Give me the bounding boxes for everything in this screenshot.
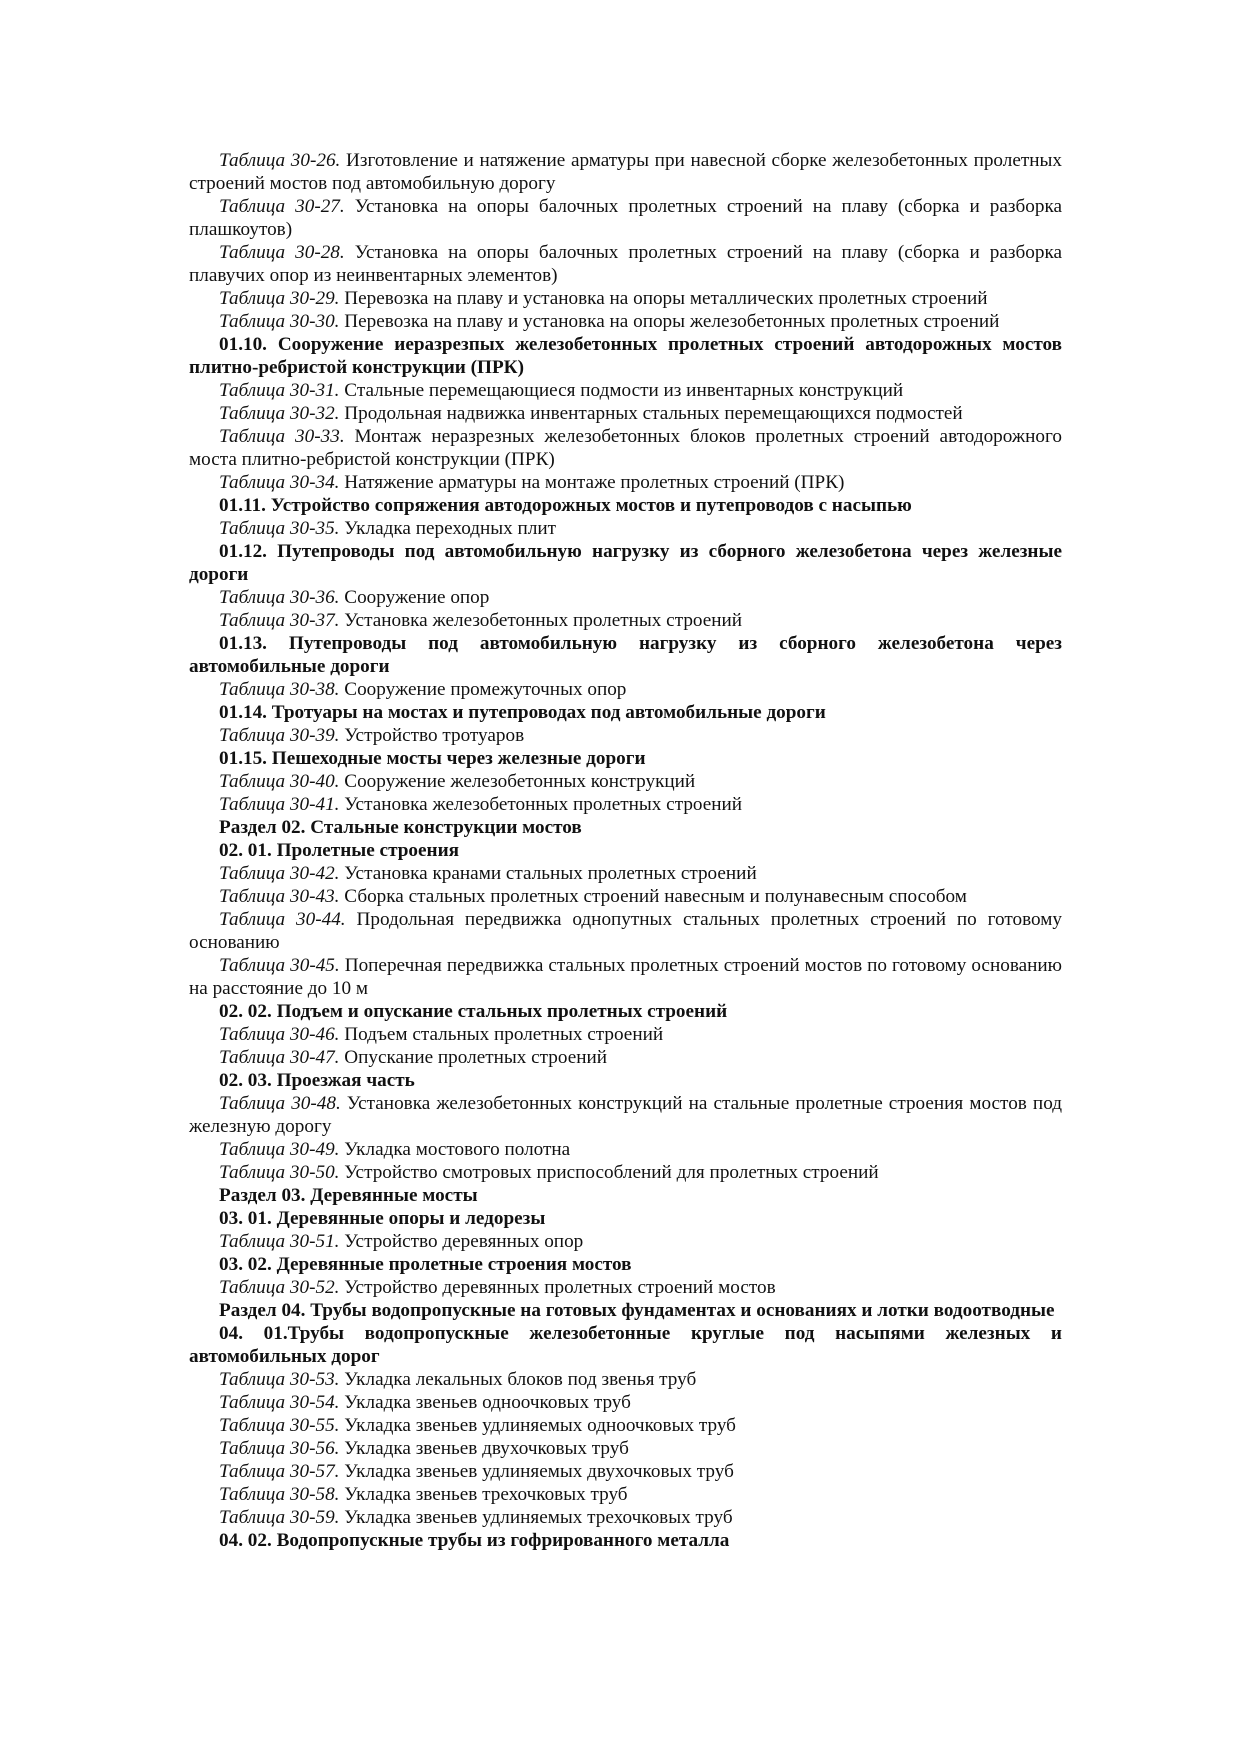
table-reference: Таблица 30-49. bbox=[219, 1139, 340, 1160]
section-heading: 01.12. Путепроводы под автомобильную нагрузку из сборного железобетона через железные дороги bbox=[189, 541, 1062, 585]
table-reference: Таблица 30-53. bbox=[219, 1369, 340, 1390]
section-heading: Раздел 04. Трубы водопропускные на готовых фундаментах и основаниях и лотки водоотводные bbox=[219, 1300, 1055, 1321]
section-heading: 01.10. Сооружение иеразрезпых железобетонных пролетных строений автодорожных мостов плитно-ребристой конструкции (ПРК) bbox=[189, 334, 1062, 378]
table-entry bbox=[189, 471, 1062, 494]
table-title: Укладка переходных плит bbox=[339, 518, 557, 539]
table-title: Стальные перемещающиеся подмости из инвентарных конструкций bbox=[339, 380, 904, 401]
table-reference: Таблица 30-46. bbox=[219, 1024, 340, 1045]
table-entry bbox=[189, 1161, 1062, 1184]
table-title: Установка железобетонных конструкций на стальные пролетные строения мостов под железную дорогу bbox=[189, 1093, 1062, 1137]
table-reference: Таблица 30-51. bbox=[219, 1231, 340, 1252]
table-title: Установка на опоры балочных пролетных строений на плаву (сборка и разборка плашкоутов) bbox=[189, 196, 1062, 240]
table-reference: Таблица 30-58. bbox=[219, 1484, 340, 1505]
section-heading: 01.11. Устройство сопряжения автодорожных мостов и путепроводов с насыпью bbox=[219, 495, 912, 516]
table-reference: Таблица 30-33. bbox=[219, 426, 345, 447]
table-title: Поперечная передвижка стальных пролетных строений мостов по готовому основанию на расстояние до 10 м bbox=[189, 955, 1063, 999]
table-title: Устройство тротуаров bbox=[339, 725, 525, 746]
table-title: Установка железобетонных пролетных строений bbox=[339, 794, 743, 815]
document-body bbox=[189, 149, 1062, 1552]
table-title: Установка кранами стальных пролетных строений bbox=[339, 863, 757, 884]
table-reference: Таблица 30-52. bbox=[219, 1277, 340, 1298]
table-entry bbox=[189, 586, 1062, 609]
table-entry bbox=[189, 1506, 1062, 1529]
table-reference: Таблица 30-37. bbox=[219, 610, 340, 631]
table-title: Укладка звеньев удлиняемых одноочковых труб bbox=[339, 1415, 736, 1436]
table-entry bbox=[189, 1391, 1062, 1414]
table-reference: Таблица 30-42. bbox=[219, 863, 340, 884]
table-entry bbox=[189, 1230, 1062, 1253]
table-entry bbox=[189, 1276, 1062, 1299]
table-reference: Таблица 30-55. bbox=[219, 1415, 340, 1436]
table-entry bbox=[189, 954, 1062, 1000]
table-entry bbox=[189, 241, 1062, 287]
table-title: Монтаж неразрезных железобетонных блоков пролетных строений автодорожного моста плитно-ребристой конструкции (ПРК) bbox=[189, 426, 1062, 470]
table-title: Сборка стальных пролетных строений навесным и полунавесным способом bbox=[339, 886, 967, 907]
table-title: Перевозка на плаву и установка на опоры металлических пролетных строений bbox=[339, 288, 988, 309]
table-reference: Таблица 30-39. bbox=[219, 725, 340, 746]
table-title: Укладка звеньев трехочковых труб bbox=[339, 1484, 628, 1505]
table-entry bbox=[189, 609, 1062, 632]
table-entry bbox=[189, 1138, 1062, 1161]
table-reference: Таблица 30-35. bbox=[219, 518, 340, 539]
table-reference: Таблица 30-32. bbox=[219, 403, 340, 424]
section-heading: Раздел 03. Деревянные мосты bbox=[219, 1185, 478, 1206]
table-entry bbox=[189, 287, 1062, 310]
table-reference: Таблица 30-54. bbox=[219, 1392, 340, 1413]
document-page bbox=[189, 149, 1062, 1552]
table-entry bbox=[189, 1046, 1062, 1069]
table-entry bbox=[189, 1437, 1062, 1460]
table-title: Укладка звеньев удлиняемых трехочковых труб bbox=[339, 1507, 733, 1528]
section-heading: Раздел 02. Стальные конструкции мостов bbox=[219, 817, 582, 838]
table-title: Натяжение арматуры на монтаже пролетных строений (ПРК) bbox=[339, 472, 845, 493]
table-reference: Таблица 30-59. bbox=[219, 1507, 340, 1528]
table-title: Устройство деревянных опор bbox=[339, 1231, 584, 1252]
table-entry bbox=[189, 149, 1062, 195]
section-heading: 02. 01. Пролетные строения bbox=[219, 840, 460, 861]
table-reference: Таблица 30-45. bbox=[219, 955, 340, 976]
table-title: Устройство деревянных пролетных строений мостов bbox=[339, 1277, 776, 1298]
table-title: Устройство смотровых приспособлений для пролетных строений bbox=[339, 1162, 879, 1183]
table-reference: Таблица 30-30. bbox=[219, 311, 340, 332]
section-heading: 01.15. Пешеходные мосты через железные дороги bbox=[219, 748, 646, 769]
table-entry bbox=[189, 1368, 1062, 1391]
table-entry bbox=[189, 1023, 1062, 1046]
table-entry bbox=[189, 862, 1062, 885]
table-title: Укладка звеньев удлиняемых двухочковых труб bbox=[339, 1461, 734, 1482]
table-entry bbox=[189, 517, 1062, 540]
table-reference: Таблица 30-47. bbox=[219, 1047, 340, 1068]
table-title: Продольная надвижка инвентарных стальных перемещающихся подмостей bbox=[339, 403, 963, 424]
table-reference: Таблица 30-29. bbox=[219, 288, 340, 309]
table-entry bbox=[189, 1483, 1062, 1506]
section-heading: 02. 02. Подъем и опускание стальных пролетных строений bbox=[219, 1001, 728, 1022]
table-title: Укладка звеньев двухочковых труб bbox=[339, 1438, 629, 1459]
table-reference: Таблица 30-28. bbox=[219, 242, 345, 263]
table-title: Опускание пролетных строений bbox=[339, 1047, 608, 1068]
section-heading: 02. 03. Проезжая часть bbox=[219, 1070, 415, 1091]
table-title: Установка на опоры балочных пролетных строений на плаву (сборка и разборка плавучих опор из неинвентарных элементов) bbox=[189, 242, 1062, 286]
table-entry bbox=[189, 908, 1062, 954]
table-reference: Таблица 30-44. bbox=[219, 909, 346, 930]
table-entry bbox=[189, 379, 1062, 402]
section-heading: 03. 02. Деревянные пролетные строения мостов bbox=[219, 1254, 632, 1275]
table-reference: Таблица 30-36. bbox=[219, 587, 340, 608]
table-reference: Таблица 30-57. bbox=[219, 1461, 340, 1482]
table-entry bbox=[189, 310, 1062, 333]
table-reference: Таблица 30-38. bbox=[219, 679, 340, 700]
table-title: Укладка мостового полотна bbox=[339, 1139, 571, 1160]
table-reference: Таблица 30-41. bbox=[219, 794, 340, 815]
table-entry bbox=[189, 793, 1062, 816]
table-entry bbox=[189, 885, 1062, 908]
section-heading: 01.14. Тротуары на мостах и путепроводах под автомобильные дороги bbox=[219, 702, 826, 723]
table-title: Изготовление и натяжение арматуры при навесной сборке железобетонных пролетных строений мостов под автомобильную дорогу bbox=[189, 150, 1063, 194]
table-entry bbox=[189, 1414, 1062, 1437]
table-entry bbox=[189, 724, 1062, 747]
table-title: Перевозка на плаву и установка на опоры железобетонных пролетных строений bbox=[339, 311, 1000, 332]
table-title: Сооружение опор bbox=[339, 587, 490, 608]
table-entry bbox=[189, 678, 1062, 701]
table-title: Укладка лекальных блоков под звенья труб bbox=[339, 1369, 697, 1390]
section-heading: 04. 01.Трубы водопропускные железобетонные круглые под насыпями железных и автомобильных дорог bbox=[189, 1323, 1062, 1367]
table-title: Укладка звеньев одноочковых труб bbox=[339, 1392, 631, 1413]
table-entry bbox=[189, 402, 1062, 425]
table-title: Продольная передвижка однопутных стальных пролетных строений по готовому основанию bbox=[189, 909, 1062, 953]
table-entry bbox=[189, 195, 1062, 241]
section-heading: 04. 02. Водопропускные трубы из гофрированного металла bbox=[219, 1530, 730, 1551]
table-reference: Таблица 30-43. bbox=[219, 886, 340, 907]
table-entry bbox=[189, 1092, 1062, 1138]
table-title: Сооружение железобетонных конструкций bbox=[339, 771, 696, 792]
table-entry bbox=[189, 425, 1062, 471]
table-reference: Таблица 30-40. bbox=[219, 771, 340, 792]
table-reference: Таблица 30-27. bbox=[219, 196, 345, 217]
table-title: Сооружение промежуточных опор bbox=[339, 679, 627, 700]
table-reference: Таблица 30-50. bbox=[219, 1162, 340, 1183]
table-reference: Таблица 30-48. bbox=[219, 1093, 341, 1114]
table-reference: Таблица 30-31. bbox=[219, 380, 340, 401]
table-title: Подъем стальных пролетных строений bbox=[339, 1024, 664, 1045]
table-entry bbox=[189, 1460, 1062, 1483]
section-heading: 03. 01. Деревянные опоры и ледорезы bbox=[219, 1208, 546, 1229]
table-reference: Таблица 30-26. bbox=[219, 150, 341, 171]
table-reference: Таблица 30-34. bbox=[219, 472, 340, 493]
section-heading: 01.13. Путепроводы под автомобильную нагрузку из сборного железобетона через автомобильные дороги bbox=[189, 633, 1062, 677]
table-reference: Таблица 30-56. bbox=[219, 1438, 340, 1459]
table-title: Установка железобетонных пролетных строений bbox=[339, 610, 743, 631]
table-entry bbox=[189, 770, 1062, 793]
